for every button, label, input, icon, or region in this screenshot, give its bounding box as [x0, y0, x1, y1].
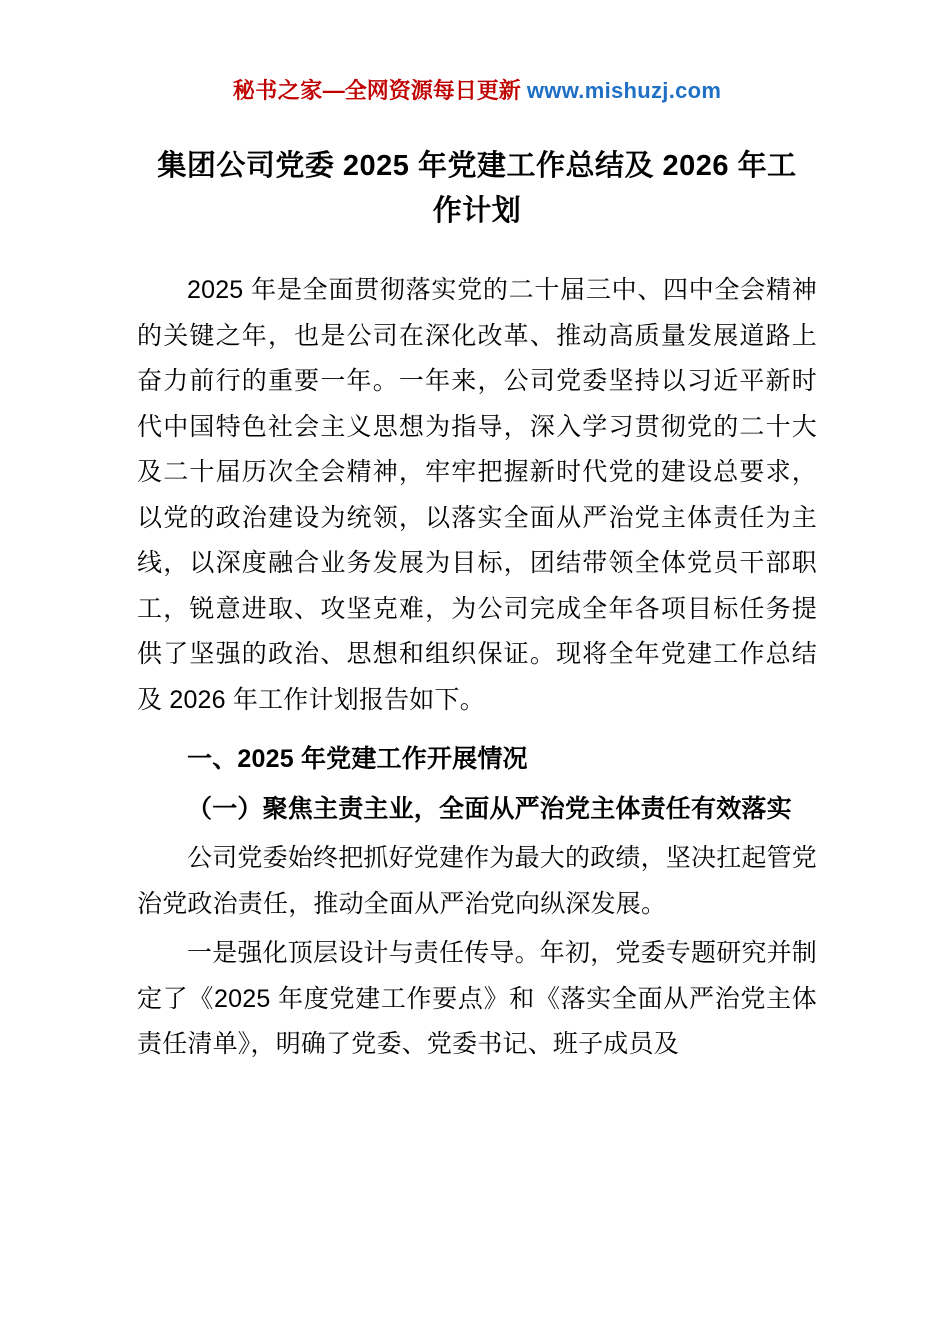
heading-section-1: 一、2025 年党建工作开展情况 — [187, 745, 528, 774]
heading-subsection-1-1: （一）聚焦主责主业，全面从严治党主体责任有效落实 — [187, 794, 792, 823]
site-brand-label: 秘书之家 — [232, 78, 323, 103]
site-url-link[interactable]: www.mishuzj.com — [526, 78, 722, 103]
page-title: 集团公司党委 2025 年党建工作总结及 2026 年工作计划 — [157, 150, 797, 228]
paragraph-intro: 2025 年是全面贯彻落实党的二十届三中、四中全会精神的关键之年，也是公司在深化改革、推动高质量发展道路上奋力前行的重要一年。一年来，公司党委坚持以习近平新时代中国特色社会主义思想为指导，深入学习贯彻党的二十大及二十届历次全会精神，牢牢把握新时代党的建设总要求，以党的政治建设为统领，以落实全面从严治党主体责任为主线，以深度融合业务发展为目标，团结带领全体党员干部职工，锐意进取、攻坚克难，为公司完成全年各项目标任务提供了坚强的政治、思想和组织保证。现将全年党建工作总结及 2026 年工作计划报告如下。 — [137, 276, 817, 714]
paragraph-1-1-lead: 公司党委始终把抓好党建作为最大的政绩，坚决扛起管党治党政治责任，推动全面从严治党向纵深发展。 — [137, 844, 818, 918]
paragraph-1-1-point-1: 一是强化顶层设计与责任传导。年初，党委专题研究并制定了《2025 年度党建工作要点》和《落实全面从严治党主体责任清单》，明确了党委、党委书记、班子成员及 — [137, 939, 818, 1059]
page-content — [137, 78, 817, 1072]
site-watermark-header — [137, 78, 817, 104]
site-slogan-label: —全网资源每日更新 — [322, 78, 521, 103]
